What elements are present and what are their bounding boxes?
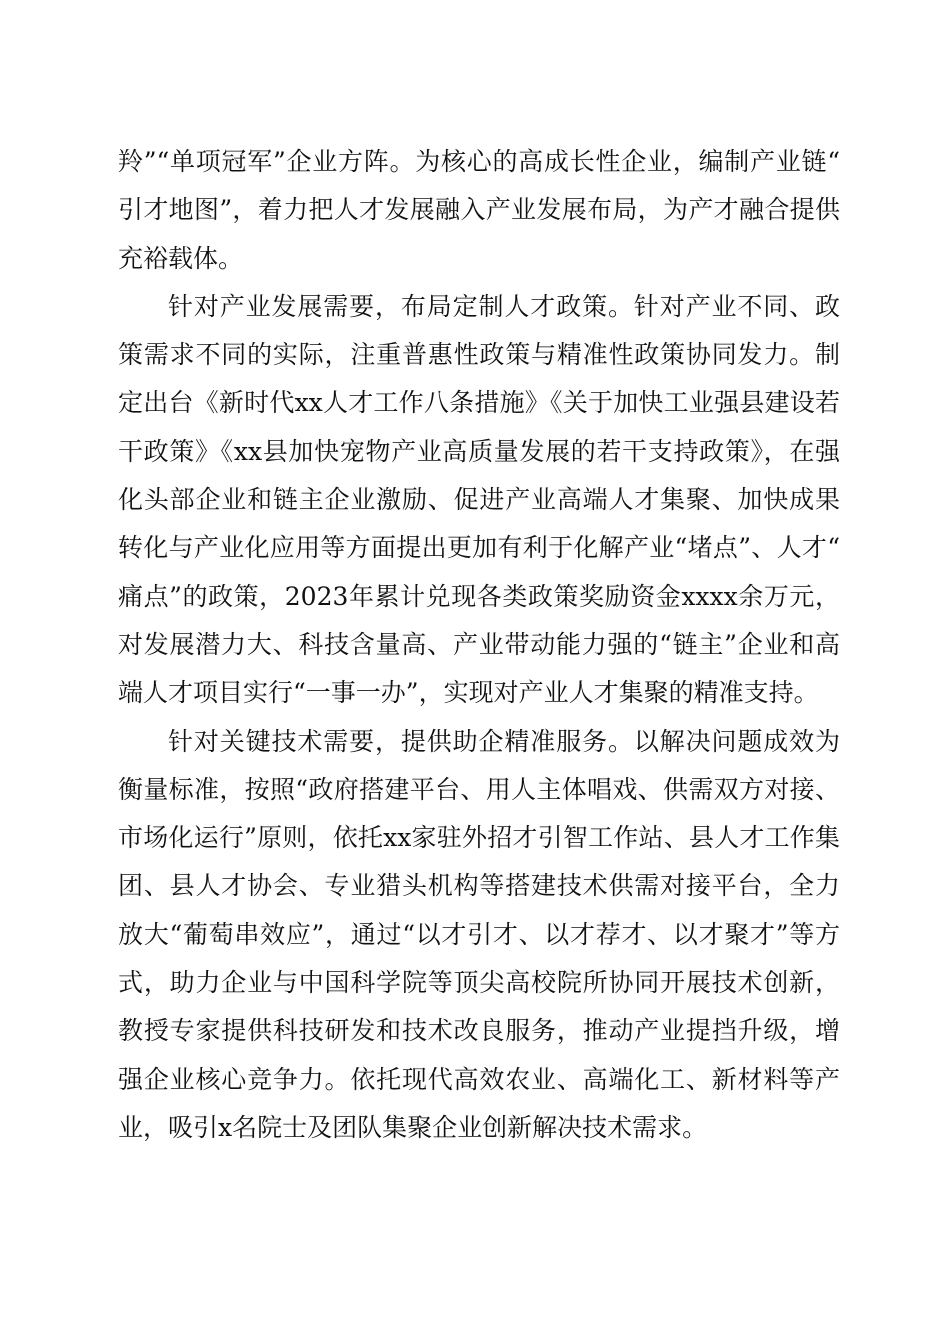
paragraph-technical-service: 针对关键技术需要，提供助企精准服务。以解决问题成效为衡量标准，按照“政府搭建平台、用人主体唱戏、供需双方对接、市场化运行”原则，依托xx家驻外招才引智工作站、县人才工作集团、县人才协会、专业猎头机构等搭建技术供需对接平台，全力放大“葡萄串效应”，通过“以才引才、以才荐才、以才聚才”等方式，助力企业与中国科学院等顶尖高校院所协同开展技术创新，教授专家提供科技研发和技术改良服务，推动产业提挡升级，增强企业核心竞争力。依托现代高效农业、高端化工、新材料等产业，吸引x名院士及团队集聚企业创新解决技术需求。	[118, 726, 840, 1142]
paragraph-continuation: 羚”“单项冠军”企业方阵。为核心的高成长性企业，编制产业链“引才地图”，着力把人才发展融入产业发展布局，为产才融合提供充裕载体。	[118, 147, 840, 273]
paragraph-industry-policy: 针对产业发展需要，布局定制人才政策。针对产业不同、政策需求不同的实际，注重普惠性政策与精准性政策协同发力。制定出台《新时代xx人才工作八条措施》《关于加快工业强县建设若干政策》《xx县加快宠物产业高质量发展的若干支持政策》，在强化头部企业和链主企业激励、促进产业高端人才集聚、加快成果转化与产业化应用等方面提出更加有利于化解产业“堵点”、人才“痛点”的政策，2023年累计兑现各类政策奖励资金xxxx余万元，对发展潜力大、科技含量高、产业带动能力强的“链主”企业和高端人才项目实行“一事一办”，实现对产业人才集聚的精准支持。	[118, 291, 840, 708]
document-body	[118, 138, 840, 1152]
